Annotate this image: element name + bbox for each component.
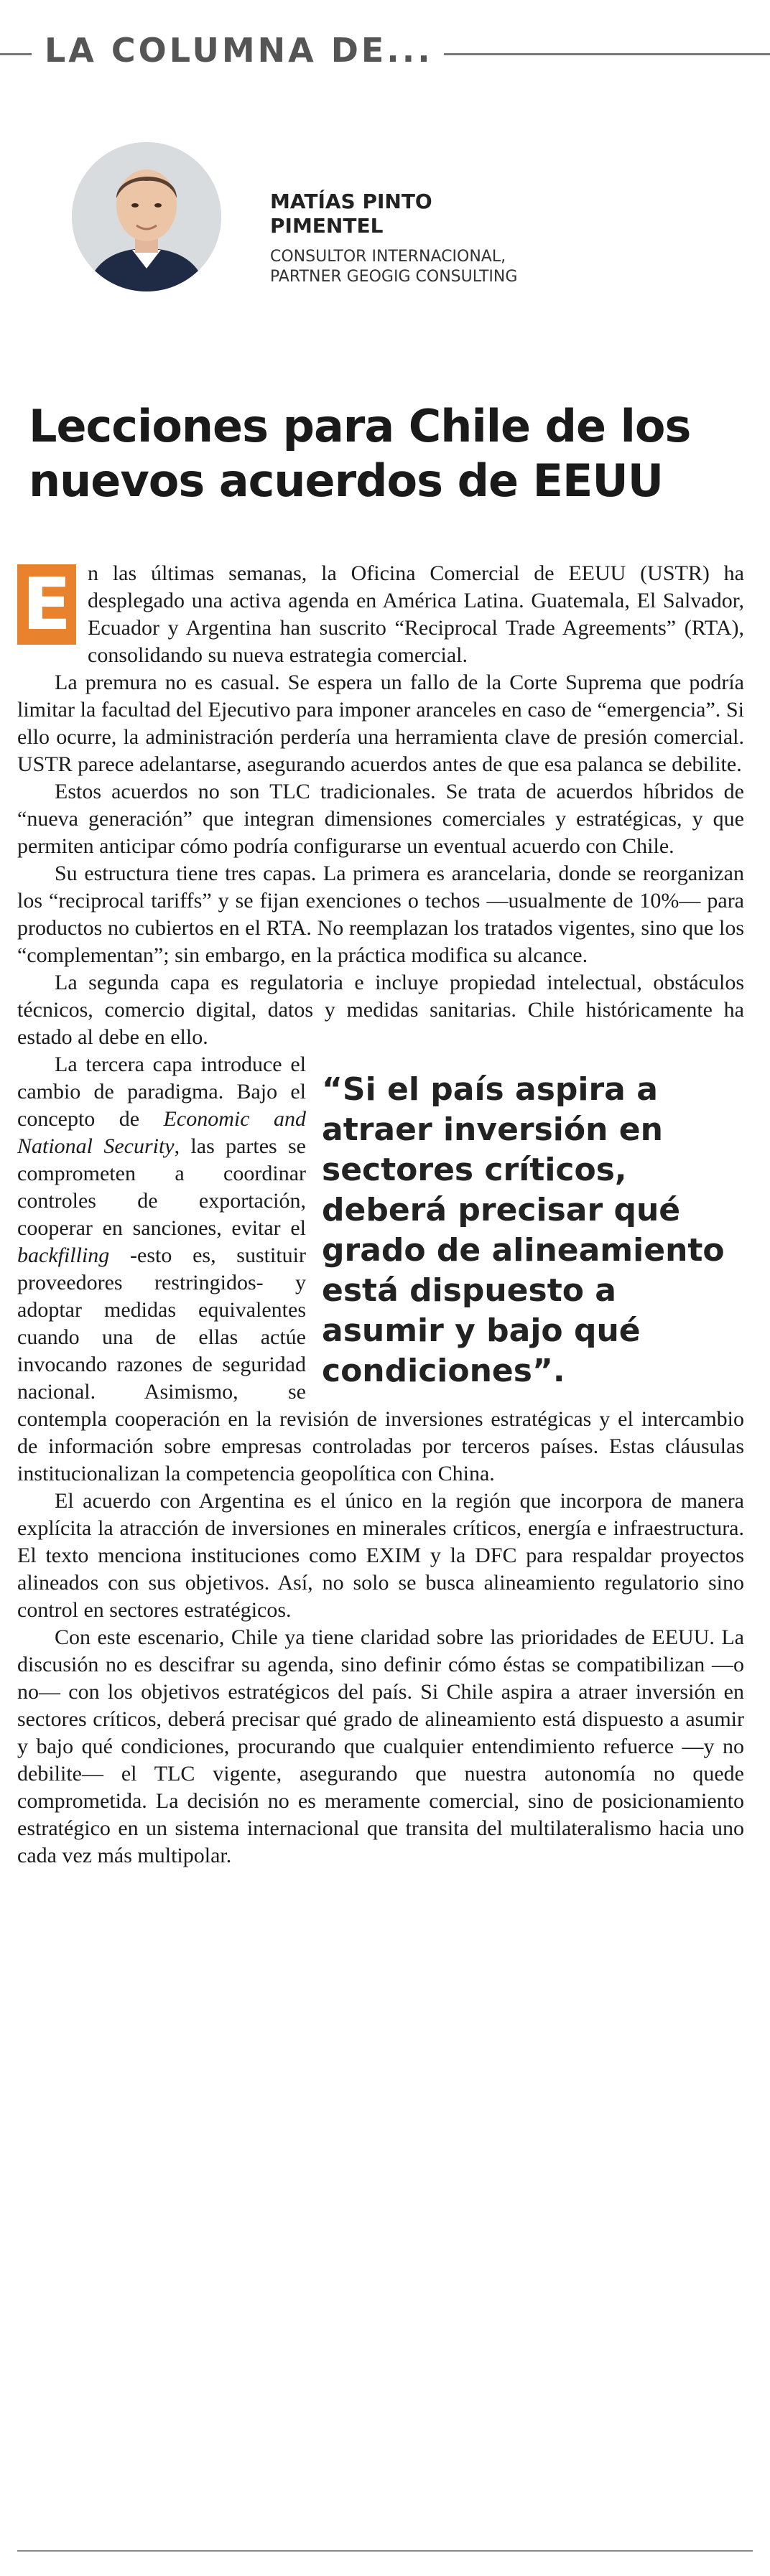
author-avatar <box>72 142 221 291</box>
paragraph-7: El acuerdo con Argentina es el único en la región que incorpora de manera explícita la atracción de inversiones en minerales críticos, energía e infraestructura. El texto menciona instituciones como EXIM y la DFC para respaldar proyectos alineados con sus objetivos. Así, no solo se busca alineamiento regulatorio sino control en sectores estratégicos. <box>17 1489 744 1622</box>
header-rule-right <box>444 53 770 55</box>
paragraph-1-text: n las últimas semanas, la Oficina Comercial de EEUU (USTR) ha desplegado una activa agenda en América Latina. Guatemala, El Salvador, Ecuador y Argentina han suscrito “Reciprocal Trade Agreements” (RTA), consolidando su nueva estrategia comercial. <box>88 561 744 667</box>
paragraph-1 <box>17 560 744 669</box>
article-body <box>17 560 744 1870</box>
author-photo-icon <box>72 142 221 291</box>
paragraph-5: La segunda capa es regulatoria e incluye propiedad intelectual, obstáculos técnicos, comercio digital, datos y medidas sanitarias. Chile históricamente ha estado al debe en ello. <box>17 971 744 1049</box>
header-rule-left <box>0 53 32 55</box>
article-headline: Lecciones para Chile de los nuevos acuerdos de EEUU <box>29 400 691 507</box>
section-kicker: LA COLUMNA DE... <box>45 31 433 70</box>
paragraph-2: La premura no es casual. Se espera un fallo de la Corte Suprema que podría limitar la facultad del Ejecutivo para imponer aranceles en caso de “emergencia”. Si ello ocurre, la administración perdería una herramienta clave de presión comercial. USTR parece adelantarse, asegurando acuerdos antes de que esa palanca se debilite. <box>17 671 744 776</box>
paragraph-6-emphasis-2: backfilling <box>17 1243 110 1267</box>
paragraph-6-emphasis-1: Economic and National Security <box>17 1107 306 1158</box>
drop-cap: E <box>17 564 76 645</box>
paragraph-6-text-c: -esto es, sustituir proveedores restringidos- y adoptar medidas equivalentes cuando una de ellas actúe invocando razones de seguridad nacional. Asimismo, se contempla cooperación en la revisión de inversiones estratégicas y el intercambio de información sobre empresas controladas por terceros países. Estas cláusulas institucionalizan la competencia geopolítica con China. <box>17 1243 744 1485</box>
author-name: MATÍAS PINTO PIMENTEL <box>270 190 432 238</box>
author-role: CONSULTOR INTERNACIONAL, PARTNER GEOGIG CONSULTING <box>270 248 518 286</box>
footer-rule <box>17 2550 753 2552</box>
paragraph-3: Estos acuerdos no son TLC tradicionales. Se trata de acuerdos híbridos de “nueva generación” que integran dimensiones comerciales y estratégicas, y que permiten anticipar cómo podría configurarse un eventual acuerdo con Chile. <box>17 780 744 858</box>
paragraph-4: Su estructura tiene tres capas. La primera es arancelaria, donde se reorganizan los “reciprocal tariffs” y se fijan exenciones o techos —usualmente de 10%— para productos no cubiertos en el RTA. No reemplazan los tratados vigentes, sino que los “complementan”; sin embargo, en la práctica modifica su alcance. <box>17 862 744 967</box>
paragraph-6-text-a: La tercera capa introduce el cambio de paradigma. Bajo el concepto de <box>17 1053 306 1131</box>
pull-quote: “Si el país aspira a atraer inversión en sectores críticos, deberá precisar qué grado de alineamiento está dispuesto a asumir y bajo qué condiciones”. <box>322 1071 725 1389</box>
paragraph-6-text-b: , las partes se comprometen a coordinar controles de exportación, cooperar en sanciones, evitar el <box>17 1134 306 1240</box>
paragraph-8: Con este escenario, Chile ya tiene claridad sobre las prioridades de EEUU. La discusión no es descifrar su agenda, sino definir cómo éstas se compatibilizan —o no— con los objetivos estratégicos del país. Si Chile aspira a atraer inversión en sectores críticos, deberá precisar qué grado de alineamiento está dispuesto a asumir y bajo qué condiciones, procurando que cualquier entendimiento refuerce —y no debilite— el TLC vigente, asegurando que nuestra autonomía no quede comprometida. La decisión no es meramente comercial, sino de posicionamiento estratégico en un sistema internacional que transita del multilateralismo hacia uno cada vez más multipolar. <box>17 1625 744 1867</box>
